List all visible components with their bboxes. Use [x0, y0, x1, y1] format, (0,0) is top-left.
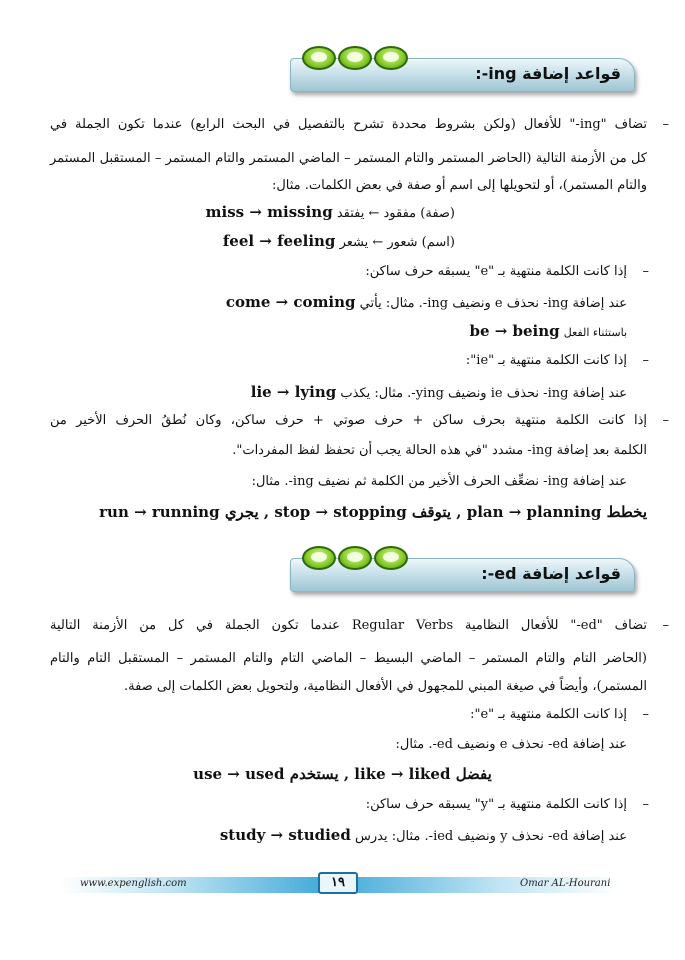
lie-english: lie → lying — [250, 383, 337, 401]
ed-rule-y-heading: – إذا كانت الكلمة منتهية بـ "y" يسبقه حرف ساكن: — [366, 797, 627, 812]
rule-ie-heading: – إذا كانت الكلمة منتهية بـ "ie": — [466, 353, 627, 368]
section-banner-ing — [290, 44, 635, 92]
rule-e-heading: – إذا كانت الكلمة منتهية بـ "e" يسبقه حرف ساكن: — [365, 264, 627, 279]
be-english: be → being — [469, 322, 560, 340]
rule-e-detail: عند إضافة ing- نحذف e ونضيف ing-. مثال: — [385, 296, 627, 311]
ing-intro-line-1: – تضاف "ing-" للأفعال (ولكن بشروط محددة تشرح بالتفصيل في البحث الرابع) عندما تكون الجملة في — [50, 117, 647, 132]
example-feel — [223, 232, 455, 250]
example-feel-arabic: (اسم) شعور ← يشعر — [339, 235, 455, 250]
ed-rule-e-detail: عند إضافة ed- نحذف e ونضيف ed-. مثال: — [395, 737, 627, 752]
example-miss-english: miss → missing — [205, 203, 333, 221]
study-english: study → studied — [219, 826, 351, 844]
green-ovals-icon — [302, 544, 412, 572]
ed-intro-line-1: – تضاف "ed-" للأفعال النظامية Regular Verbs عندما تكون الجملة في كل من الأزمنة التالية — [50, 618, 647, 633]
lie-arabic: يكذب — [340, 386, 371, 401]
ed-rule-e-heading: – إذا كانت الكلمة منتهية بـ "e": — [470, 707, 627, 722]
study-arabic: يدرس — [354, 829, 388, 844]
section-title-ing: قواعد إضافة ing-: — [475, 64, 621, 83]
example-miss-arabic: (صفة) مفقود ← يفتقد — [336, 206, 455, 221]
ed-rule-y-detail: عند إضافة ed- نحذف y ونضيف ied-. مثال: — [391, 829, 627, 844]
ed-e-examples-text: use → used يستخدم , like → liked يفضل — [193, 765, 492, 783]
ed-e-examples — [0, 765, 685, 783]
example-miss — [206, 203, 455, 221]
footer-website: www.expenglish.com — [80, 878, 187, 889]
ing-intro-line-2: كل من الأزمنة التالية (الحاضر المستمر والتام المستمر – الماضي المستمر والتام المستمر – المستقبل المستمر — [50, 151, 647, 166]
section-banner-ed — [290, 544, 635, 592]
study-example — [220, 826, 627, 844]
come-arabic: يأتي — [359, 296, 382, 311]
rule-ie-detail: عند إضافة ing- نحذف ie ونضيف ying-. مثال: — [374, 386, 627, 401]
come-english: come → coming — [225, 293, 356, 311]
except-be — [469, 322, 627, 340]
cvc-examples-text: run → running يجري , stop → stopping يتوقف , plan → planning يخطط — [99, 503, 647, 521]
come-example — [226, 293, 627, 311]
rule-cvc-line-1: – إذا كانت الكلمة منتهية بحرف ساكن + حرف صوتي + حرف ساكن، وكان نُطقُ الحرف الأخير من — [50, 413, 647, 428]
section-title-ed: قواعد إضافة ed-: — [481, 564, 621, 583]
except-arabic: باستثناء الفعل — [563, 326, 627, 339]
ed-intro-line-3: المستمر)، وأيضاً في صيغة المبني للمجهول في الأفعال النظامية، ولتحويل بعض الكلمات إلى صفة. — [124, 679, 647, 694]
footer-author: Omar AL-Hourani — [520, 878, 611, 889]
ed-intro-line-2: (الحاضر التام والتام المستمر – الماضي البسيط – الماضي التام والتام المستمر – المستقبل التام والتام — [50, 651, 647, 666]
cvc-examples — [99, 503, 647, 521]
rule-cvc-line-2: الكلمة بعد إضافة ing- مشدد "في هذه الحالة يجب أن تحفظ لفظ المفردات". — [232, 443, 647, 458]
green-ovals-icon — [302, 44, 412, 72]
page-number: ١٩ — [318, 872, 358, 894]
rule-cvc-detail: عند إضافة ing- نضعِّف الحرف الأخير من الكلمة ثم نضيف ing-. مثال: — [251, 474, 627, 489]
example-feel-english: feel → feeling — [222, 232, 336, 250]
lie-example — [251, 383, 627, 401]
ing-intro-line-3: والتام المستمر)، أو لتحويلها إلى اسم أو صفة في بعض الكلمات. مثال: — [271, 178, 647, 193]
